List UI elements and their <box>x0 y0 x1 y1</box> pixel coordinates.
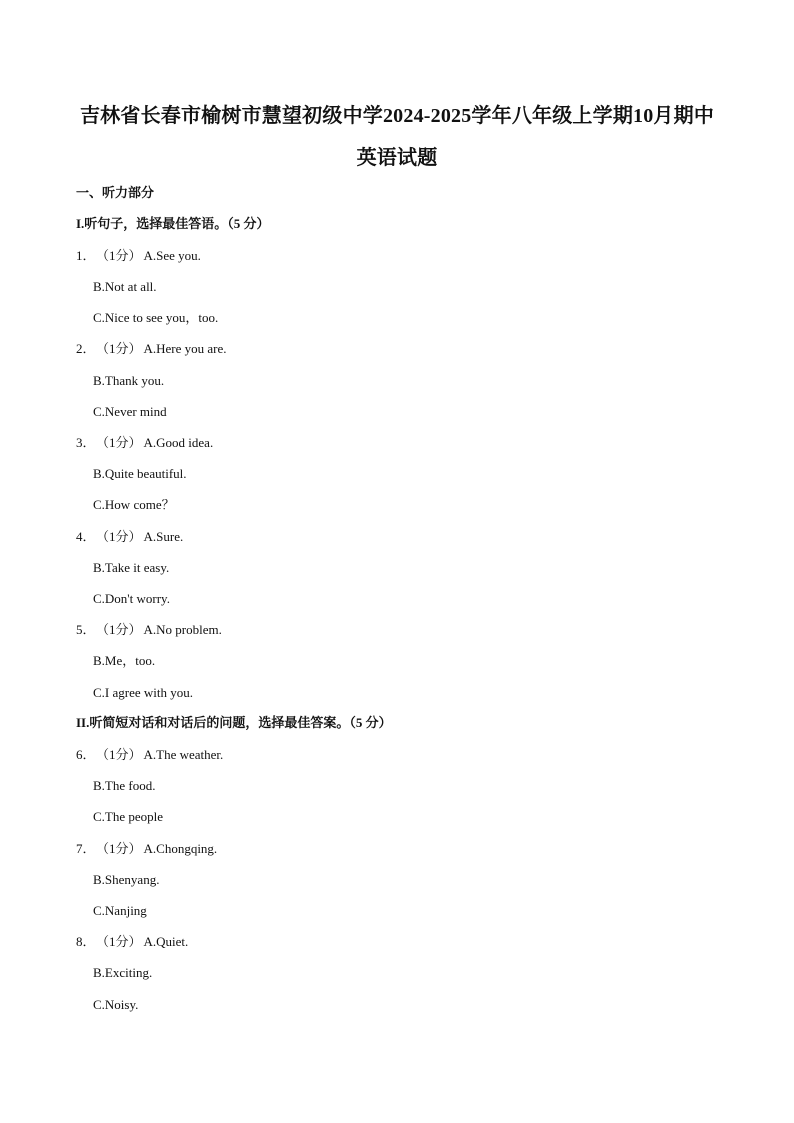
question-number: 1． <box>76 248 96 263</box>
question-score: （1分） <box>96 934 142 949</box>
question-score: （1分） <box>96 529 142 544</box>
question-3-option-c: C.How come？ <box>93 497 175 512</box>
page-title: 吉林省长春市榆树市慧望初级中学2024-2025学年八年级上学期10月期中 <box>79 105 715 127</box>
question-score: （1分） <box>96 248 142 263</box>
question-6-option-b: B.The food. <box>93 778 156 793</box>
part1-heading: I.听句子，选择最佳答语。（5 分） <box>76 216 270 231</box>
question-2 <box>76 340 227 358</box>
option-a: A.Quiet. <box>143 934 189 949</box>
part2-heading: II.听简短对话和对话后的问题，选择最佳答案。（5 分） <box>76 715 392 730</box>
question-4 <box>76 528 183 546</box>
question-1-option-b: B.Not at all. <box>93 279 157 294</box>
question-7-option-c: C.Nanjing <box>93 903 147 918</box>
question-6-option-c: C.The people <box>93 809 164 824</box>
question-1 <box>76 247 201 265</box>
question-8 <box>76 933 188 951</box>
question-number: 3． <box>76 435 96 450</box>
question-score: （1分） <box>96 841 142 856</box>
question-number: 4． <box>76 529 96 544</box>
option-a: A.Here you are. <box>143 341 227 356</box>
option-a: A.Chongqing. <box>143 841 218 856</box>
question-1-option-c: C.Nice to see you，too. <box>93 310 219 325</box>
question-3-option-b: B.Quite beautiful. <box>93 466 187 481</box>
section-heading-listening: 一、听力部分 <box>76 185 155 200</box>
option-a: A.The weather. <box>143 747 224 762</box>
question-5-option-b: B.Me，too. <box>93 653 156 668</box>
question-6 <box>76 746 223 764</box>
question-3 <box>76 434 213 452</box>
question-number: 6． <box>76 747 96 762</box>
question-2-option-b: B.Thank you. <box>93 373 165 388</box>
question-score: （1分） <box>96 341 142 356</box>
option-a: A.Sure. <box>143 529 184 544</box>
question-number: 7． <box>76 841 96 856</box>
question-7 <box>76 840 217 858</box>
question-score: （1分） <box>96 622 142 637</box>
question-number: 2． <box>76 341 96 356</box>
question-5 <box>76 621 222 639</box>
question-number: 8． <box>76 934 96 949</box>
option-a: A.See you. <box>143 248 201 263</box>
option-a: A.No problem. <box>143 622 222 637</box>
question-4-option-c: C.Don't worry. <box>93 591 170 606</box>
question-7-option-b: B.Shenyang. <box>93 872 160 887</box>
question-4-option-b: B.Take it easy. <box>93 560 170 575</box>
question-number: 5． <box>76 622 96 637</box>
option-a: A.Good idea. <box>143 435 214 450</box>
question-8-option-c: C.Noisy. <box>93 997 139 1012</box>
question-score: （1分） <box>96 435 142 450</box>
question-8-option-b: B.Exciting. <box>93 965 153 980</box>
question-2-option-c: C.Never mind <box>93 404 167 419</box>
question-score: （1分） <box>96 747 142 762</box>
question-5-option-c: C.I agree with you. <box>93 685 194 700</box>
page-subtitle: 英语试题 <box>356 147 438 169</box>
